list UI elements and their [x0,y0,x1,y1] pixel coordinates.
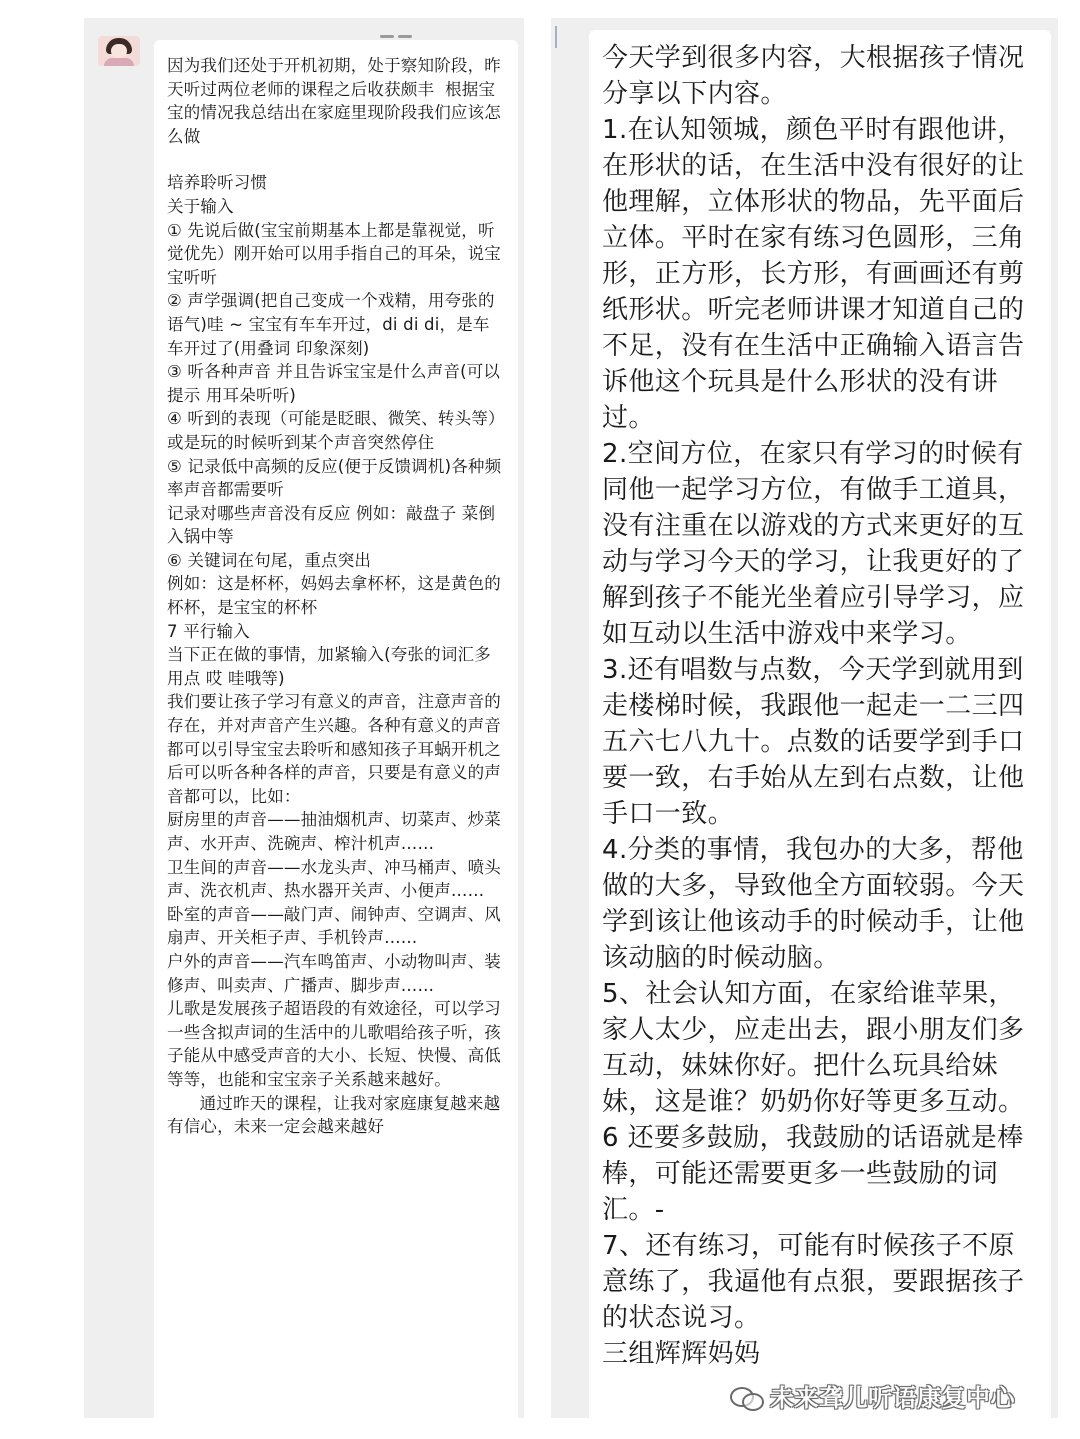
paragraph-gap [167,148,506,171]
message-paragraph: 7 平行输入 [167,621,250,641]
message-paragraph: 例如：这是杯杯，妈妈去拿杯杯，这是黄色的杯杯，是宝宝的杯杯 [167,574,501,618]
message-bubble[interactable] [589,30,1051,1418]
watermark [730,1378,1015,1413]
message-paragraph: ① 先说后做(宝宝前期基本上都是靠视觉，听觉优先）刚开始可以用手指自己的耳朵，说宝宝听听 [167,220,501,287]
message-text [602,40,1041,1372]
message-paragraph: ② 声学强调(把自己变成一个戏精，用夸张的语气)哇 ~ 宝宝有车车开过，di di di，是车车开过了(用叠词 印象深刻) [167,291,495,358]
message-paragraph: 1.在认知领城，颜色平时有跟他讲，在形状的话，在生活中没有很好的让他理解，立体形状的物品，先平面后立体。平时在家有练习色圆形，三角形，正方形，长方形，有画画还有剪纸形状。听完老师讲课才知道自己的不足，没有在生活中正确输入语言告诉他这个玩具是什么形状的没有讲过。 [602,115,1025,433]
cropped-header-mark [380,23,430,29]
message-text [167,54,506,1139]
message-paragraph: 三组辉辉妈妈 [602,1339,761,1369]
message-paragraph: 儿歌是发展孩子超语段的有效途径，可以学习一些含拟声词的生活中的儿歌唱给孩子听，孩子能从中感受声音的大小、长短、快慢、高低等等，也能和宝宝亲子关系越来越好。 [167,999,501,1089]
message-paragraph: 7、还有练习，可能有时候孩子不原意练了，我逼他有点狠，要跟据孩子的状态说习。 [602,1231,1025,1333]
message-paragraph: 5、社会认知方面，在家给谁苹果，家人太少，应走出去，跟小朋友们多互动，妹妹你好。把什么玩具给妹妹，这是谁？奶奶你好等更多互动。 [602,979,1025,1117]
message-paragraph: 3.还有唱数与点数，今天学到就用到走楼梯时候，我跟他一起走一二三四五六七八九十。点数的话要学到手口要一致，右手始从左到右点数，让他手口一致。 [602,655,1025,829]
message-paragraph: 记录对哪些声音没有反应 例如：敲盘子 菜倒入锅中等 [167,503,496,547]
message-paragraph: 卫生间的声音——水龙头声、冲马桶声、喷头声、洗衣机声、热水器开关声、小便声…… [167,857,501,901]
message-paragraph: 我们要让孩子学习有意义的声音，注意声音的存在，并对声音产生兴趣。各种有意义的声音都可以引导宝宝去聆听和感知孩子耳蜗开机之后可以听各种各样的声音，只要是有意义的声音都可以，比如： [167,692,501,806]
message-bubble[interactable] [154,40,518,1418]
message-paragraph: ⑥ 关键词在句尾，重点突出 [167,550,372,570]
message-paragraph: ③ 听各种声音 并且告诉宝宝是什么声音(可以提示 用耳朵听听) [167,362,501,405]
watermark-text: 未来聋儿听语康复中心 [770,1384,1015,1412]
message-paragraph: 培养聆听习惯 [167,173,268,193]
message-paragraph: 6 还要多鼓励，我鼓励的话语就是棒棒，可能还需要更多一些鼓励的词汇。- [602,1123,1024,1225]
wechat-icon [730,1383,764,1409]
avatar[interactable] [98,36,140,66]
message-paragraph: ④ 听到的表现（可能是眨眼、微笑、转头等）或是玩的时候听到某个声音突然停住 [167,409,505,452]
message-paragraph: 厨房里的声音——抽油烟机声、切菜声、炒菜声、水开声、洗碗声、榨汁机声…… [167,810,501,853]
left-chat-screenshot [84,18,524,1418]
message-paragraph: 2.空间方位，在家只有学习的时候有同他一起学习方位，有做手工道具，没有注重在以游戏的方式来更好的互动与学习今天的学习，让我更好的了解到孩子不能光坐着应引导学习，应如互动以生活中游戏中来学习。 [602,439,1025,649]
message-paragraph: 通过昨天的课程，让我对家庭康复越来越有信心，未来一定会越来越好 [167,1093,501,1137]
message-paragraph: 4.分类的事情，我包办的大多，帮他做的大多，导致他全方面较弱。今天学到该让他该动手的时候动手，让他该动脑的时候动脑。 [602,835,1025,973]
message-paragraph: 户外的声音——汽车鸣笛声、小动物叫声、装修声、叫卖声、广播声、脚步声…… [167,951,501,995]
message-paragraph: 今天学到很多内容，大根据孩子情况分享以下内容。 [602,43,1025,109]
message-paragraph: 当下正在做的事情，加紧输入(夸张的词汇多用点 哎 哇哦等) [167,645,491,688]
message-paragraph: 关于输入 [167,196,234,216]
cropped-edge-mark [555,26,565,48]
message-paragraph: ⑤ 记录低中高频的反应(便于反馈调机)各种频率声音都需要听 [167,456,502,500]
right-chat-screenshot [551,18,1058,1418]
message-paragraph: 卧室的声音——敲门声、闹钟声、空调声、风扇声、开关柜子声、手机铃声…… [167,904,501,948]
message-paragraph: 因为我们还处于开机初期，处于察知阶段，昨天听过两位老师的课程之后收获颇丰 根据宝宝的情况我总结出在家庭里现阶段我们应该怎么做 [167,56,501,146]
